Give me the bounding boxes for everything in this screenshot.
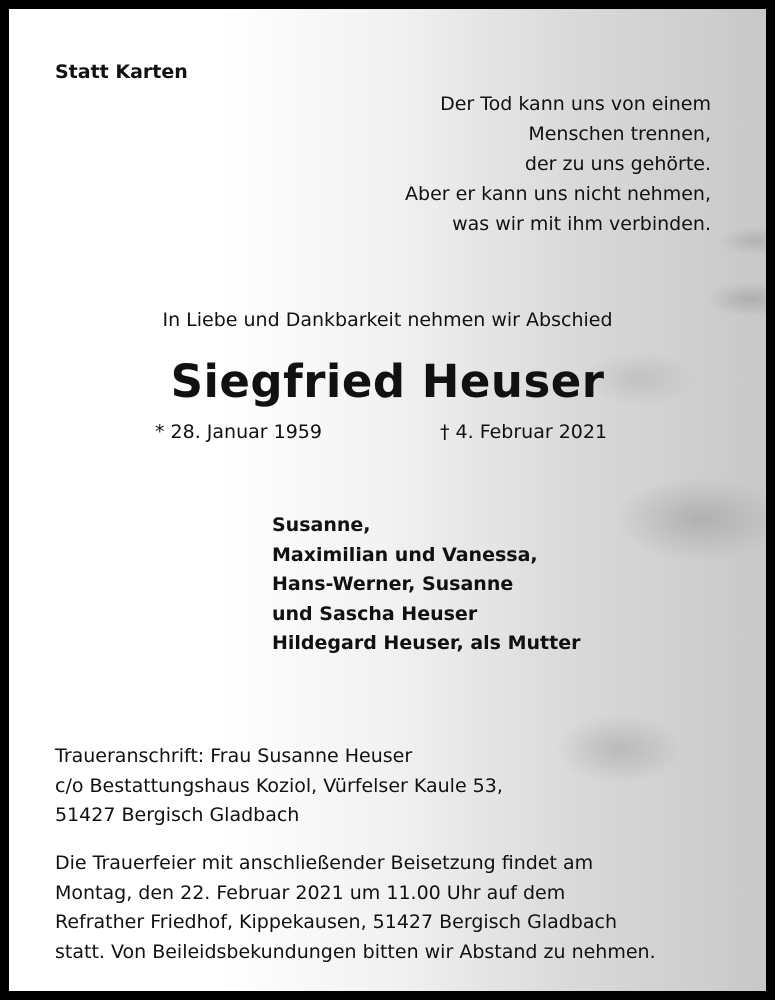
deceased-name: Siegfried Heuser <box>170 355 605 408</box>
poem-line: Der Tod kann uns von einem <box>440 93 711 115</box>
address-line: 51427 Bergisch Gladbach <box>55 804 300 826</box>
address-line: Traueranschrift: Frau Susanne Heuser <box>55 745 413 767</box>
ceremony-line: Die Trauerfeier mit anschließender Beisetzung findet am <box>55 852 594 874</box>
family-line: Maximilian und Vanessa, <box>272 543 538 566</box>
family-line: Hans-Werner, Susanne <box>272 573 514 595</box>
ceremony-line: Montag, den 22. Februar 2021 um 11.00 Uhr auf dem <box>55 881 566 904</box>
address-line: c/o Bestattungshaus Koziol, Vürfelser Kaule 53, <box>55 774 503 797</box>
poem-line: Menschen trennen, <box>528 123 711 145</box>
family-line: und Sascha Heuser <box>272 602 478 625</box>
poem-line: Aber er kann uns nicht nehmen, <box>405 183 711 205</box>
ceremony-line: statt. Von Beileidsbekundungen bitten wir Abstand zu nehmen. <box>55 940 656 963</box>
death-date: † 4. Februar 2021 <box>440 421 608 443</box>
family-line: Susanne, <box>272 514 371 536</box>
family-list <box>272 511 580 659</box>
family-line: Hildegard Heuser, als Mutter <box>272 632 581 654</box>
statt-karten-label: Statt Karten <box>55 61 188 83</box>
poem-line: der zu uns gehörte. <box>524 153 711 175</box>
mourning-address <box>55 742 503 831</box>
birth-date: * 28. Januar 1959 <box>155 421 322 443</box>
poem-line: was wir mit ihm verbinden. <box>452 213 711 235</box>
intro-text: In Liebe und Dankbarkeit nehmen wir Abschied <box>162 309 613 331</box>
ceremony-line: Refrather Friedhof, Kippekausen, 51427 Bergisch Gladbach <box>55 911 617 933</box>
ceremony-info <box>55 849 656 967</box>
poem <box>405 89 711 239</box>
